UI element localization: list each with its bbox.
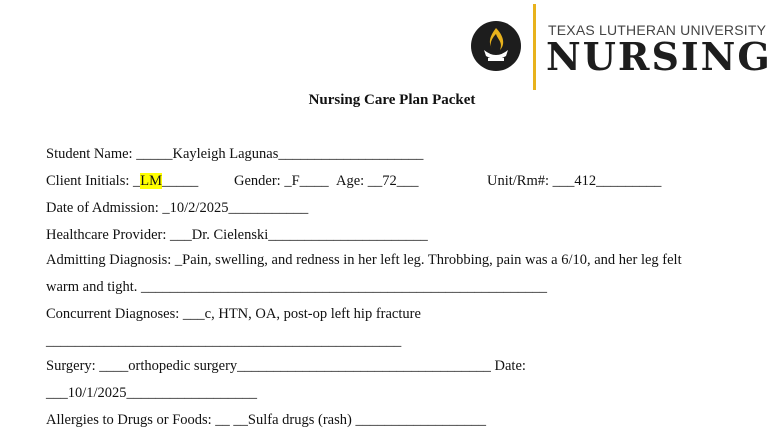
unit-room-field: Unit/Rm#: ___412_________ bbox=[487, 173, 662, 189]
surgery-line-2: ___10/1/2025__________________ bbox=[46, 385, 258, 401]
healthcare-provider-line: Healthcare Provider: ___Dr. Cielenski______________________ bbox=[46, 227, 428, 243]
surgery-line-1: Surgery: ____orthopedic surgery___________________________________ Date: bbox=[46, 358, 526, 374]
nursing-wordmark: NURSING bbox=[546, 34, 772, 79]
client-info-line bbox=[46, 173, 746, 193]
concurrent-diagnoses-line-2: _________________________________________________ bbox=[46, 333, 402, 349]
client-initials-value: LM bbox=[140, 173, 162, 189]
student-name-value: _____Kayleigh Lagunas____________________ bbox=[132, 146, 424, 162]
admission-date-line: Date of Admission: _10/2/2025___________ bbox=[46, 200, 309, 216]
age-field: Age: __72___ bbox=[336, 173, 419, 189]
client-initials-post: _____ bbox=[162, 173, 199, 189]
student-name-line bbox=[46, 146, 423, 163]
university-name: TEXAS LUTHERAN UNIVERSITY bbox=[548, 22, 767, 38]
student-name-label: Student Name: bbox=[46, 146, 133, 162]
allergies-line: Allergies to Drugs or Foods: __ __Sulfa drugs (rash) __________________ bbox=[46, 412, 486, 428]
client-initials bbox=[46, 173, 198, 190]
admitting-diagnosis-line-1: Admitting Diagnosis: _Pain, swelling, and redness in her left leg. Throbbing, pain was a 6/10, and her leg felt bbox=[46, 252, 682, 268]
client-initials-label: Client Initials: bbox=[46, 173, 130, 189]
document-title: Nursing Care Plan Packet bbox=[308, 92, 476, 108]
client-initials-pre: _ bbox=[129, 173, 141, 189]
tlu-nursing-logo bbox=[470, 2, 772, 92]
admitting-diagnosis-line-2: warm and tight. ________________________________________________________ bbox=[46, 279, 548, 295]
logo-divider bbox=[533, 4, 536, 90]
concurrent-diagnoses-line-1: Concurrent Diagnoses: ___c, HTN, OA, post-op left hip fracture bbox=[46, 306, 421, 322]
gender-field: Gender: _F____ bbox=[234, 173, 329, 189]
flame-lamp-icon bbox=[470, 20, 522, 72]
